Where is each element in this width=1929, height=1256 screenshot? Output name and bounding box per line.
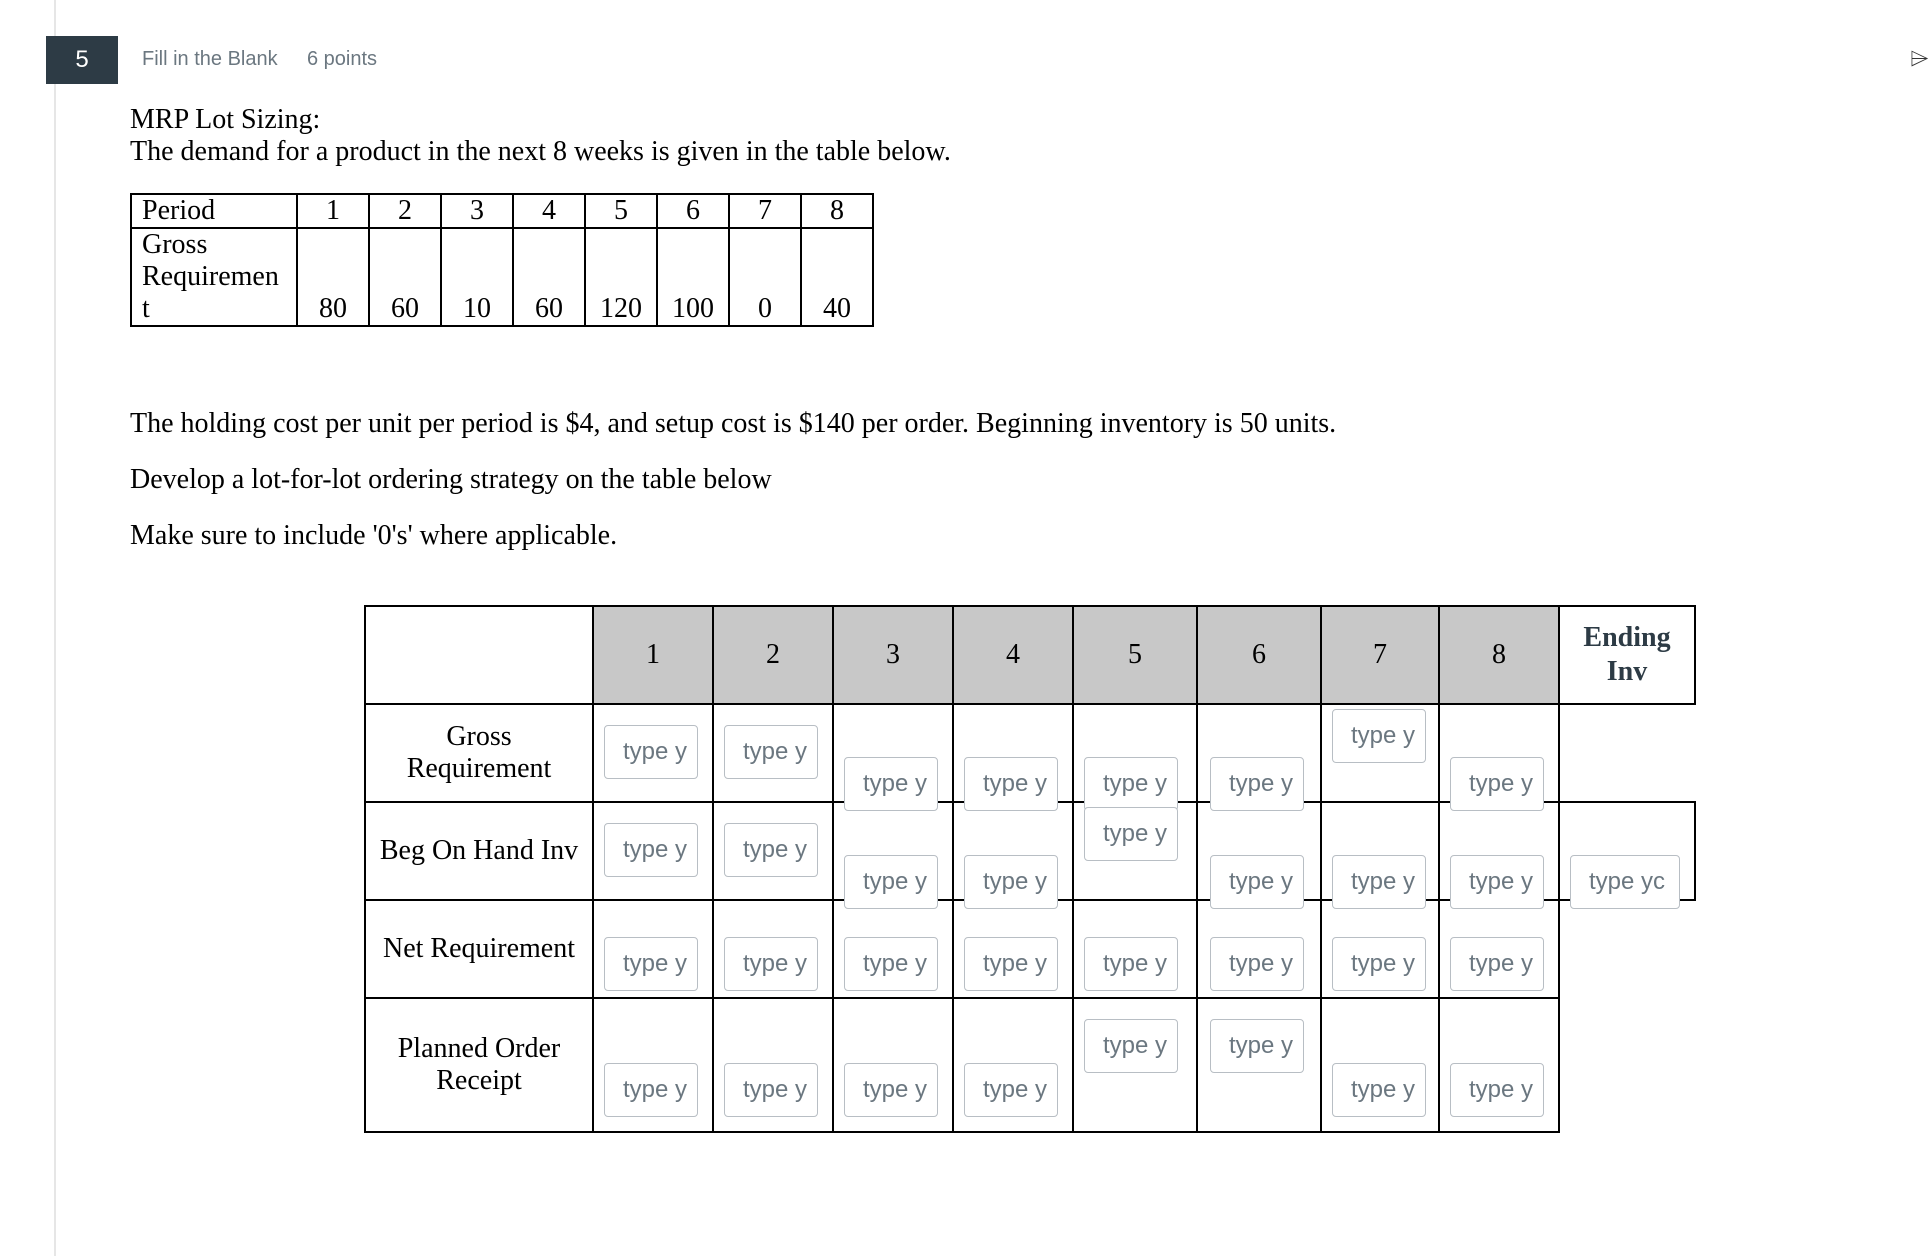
period-label: Period	[131, 194, 297, 228]
period-cell: 4	[513, 194, 585, 228]
answer-input[interactable]: type y	[724, 937, 818, 991]
grid-cell	[1439, 900, 1559, 998]
row-label-line: Net Requirement	[382, 933, 576, 964]
demand-gross-row	[131, 228, 873, 326]
row-label-line: Requirement	[406, 753, 552, 784]
grid-cell	[1321, 998, 1439, 1132]
row-label-line: Receipt	[436, 1065, 522, 1096]
grid-cell	[953, 998, 1073, 1132]
answer-input[interactable]: type y	[1450, 855, 1544, 909]
ending-inv-cell	[1559, 802, 1695, 900]
question-points: 6 points	[307, 48, 378, 70]
grid-period-header: 7	[1321, 606, 1439, 704]
grid-cell	[593, 900, 713, 998]
ending-header-line: Ending	[1583, 622, 1671, 653]
answer-input[interactable]: type y	[604, 1063, 698, 1117]
ending-header-line: Inv	[1606, 656, 1648, 687]
answer-input[interactable]: type y	[844, 1063, 938, 1117]
net-requirement-row	[365, 900, 1695, 998]
answer-input[interactable]: type y	[1084, 807, 1178, 861]
row-label-beg-on-hand	[365, 802, 593, 900]
period-cell: 7	[729, 194, 801, 228]
grid-cell	[713, 900, 833, 998]
planned-order-receipt-row	[365, 998, 1695, 1132]
gross-label-line: Gross	[142, 229, 208, 260]
gross-cell: 40	[801, 228, 873, 326]
answer-input[interactable]: type y	[1332, 855, 1426, 909]
answer-input[interactable]: type y	[844, 757, 938, 811]
empty-ending-cell	[1559, 704, 1695, 802]
answer-input[interactable]: type y	[724, 725, 818, 779]
gross-label-line: t	[142, 293, 150, 324]
answer-input[interactable]: type y	[1332, 1063, 1426, 1117]
grid-cell	[833, 704, 953, 802]
grid-cell	[1073, 704, 1197, 802]
stem-title: MRP Lot Sizing:	[130, 104, 321, 135]
grid-cell	[593, 802, 713, 900]
period-cell: 8	[801, 194, 873, 228]
row-label-line: Beg On Hand Inv	[379, 835, 579, 866]
grid-cell	[593, 704, 713, 802]
question-type: Fill in the Blank	[142, 48, 278, 70]
gross-cell: 60	[513, 228, 585, 326]
answer-input[interactable]: type y	[1084, 937, 1178, 991]
gross-cell: 10	[441, 228, 513, 326]
row-label-line: Planned Order	[397, 1033, 561, 1064]
grid-period-header: 5	[1073, 606, 1197, 704]
grid-cell	[833, 998, 953, 1132]
grid-cell	[833, 900, 953, 998]
grid-period-header: 6	[1197, 606, 1321, 704]
grid-cell	[953, 704, 1073, 802]
grid-cell	[593, 998, 713, 1132]
answer-input[interactable]: type y	[1210, 757, 1304, 811]
answer-input[interactable]: type y	[1210, 855, 1304, 909]
row-label-line: Gross	[446, 721, 512, 752]
answer-input[interactable]: type y	[604, 725, 698, 779]
period-cell: 6	[657, 194, 729, 228]
grid-cell	[1197, 900, 1321, 998]
period-cell: 3	[441, 194, 513, 228]
grid-period-header: 8	[1439, 606, 1559, 704]
stem-intro: The demand for a product in the next 8 weeks is given in the table below.	[130, 136, 951, 167]
empty-ending-cell	[1559, 900, 1695, 998]
answer-input[interactable]: type y	[1210, 937, 1304, 991]
ending-inv-header	[1559, 606, 1695, 704]
answer-input[interactable]: type y	[844, 855, 938, 909]
grid-header-row	[365, 606, 1695, 704]
answer-input[interactable]: type y	[844, 937, 938, 991]
cost-paragraph: The holding cost per unit per period is $4, and setup cost is $140 per order. Beginning inventory is 50 units.	[130, 408, 1337, 439]
grid-cell	[1439, 802, 1559, 900]
answer-input[interactable]: type y	[1450, 757, 1544, 811]
grid-cell	[1321, 900, 1439, 998]
grid-cell	[1197, 802, 1321, 900]
answer-input[interactable]: type y	[964, 757, 1058, 811]
answer-input[interactable]: type y	[1084, 1019, 1178, 1073]
answer-input[interactable]: type y	[1332, 709, 1426, 763]
answer-input[interactable]: type y	[604, 823, 698, 877]
answer-grid	[364, 605, 1696, 1133]
answer-input[interactable]: type y	[724, 823, 818, 877]
grid-cell	[713, 704, 833, 802]
grid-cell	[713, 998, 833, 1132]
question-number: 5	[46, 36, 118, 84]
gross-label-line: Requiremen	[142, 261, 279, 292]
gross-cell: 60	[369, 228, 441, 326]
beg-on-hand-row	[365, 802, 1695, 900]
answer-input[interactable]: type y	[1210, 1019, 1304, 1073]
period-cell: 2	[369, 194, 441, 228]
gross-cell: 80	[297, 228, 369, 326]
gross-requirement-label	[131, 228, 297, 326]
gross-cell: 0	[729, 228, 801, 326]
demand-period-row	[131, 194, 873, 228]
answer-input[interactable]: type y	[1450, 1063, 1544, 1117]
demand-table	[130, 193, 874, 327]
answer-input[interactable]: type y	[724, 1063, 818, 1117]
row-label-planned-order-receipt	[365, 998, 593, 1132]
grid-period-header: 1	[593, 606, 713, 704]
grid-cell	[953, 802, 1073, 900]
grid-corner-cell	[365, 606, 593, 704]
answer-input[interactable]: type y	[1332, 937, 1426, 991]
grid-period-header: 3	[833, 606, 953, 704]
zeros-paragraph: Make sure to include '0's' where applicable.	[130, 520, 618, 551]
period-cell: 5	[585, 194, 657, 228]
row-label-gross	[365, 704, 593, 802]
grid-period-header: 2	[713, 606, 833, 704]
grid-cell	[1439, 704, 1559, 802]
answer-input[interactable]: type y	[964, 855, 1058, 909]
grid-cell	[1073, 998, 1197, 1132]
grid-cell	[1073, 802, 1197, 900]
grid-cell	[713, 802, 833, 900]
row-label-net-requirement	[365, 900, 593, 998]
period-cell: 1	[297, 194, 369, 228]
answer-input[interactable]: type y	[1084, 757, 1178, 811]
grid-cell	[1321, 704, 1439, 802]
grid-cell	[1439, 998, 1559, 1132]
grid-cell	[1197, 704, 1321, 802]
ending-inv-input[interactable]: type yc	[1570, 855, 1680, 909]
gross-cell: 100	[657, 228, 729, 326]
answer-input[interactable]: type y	[964, 1063, 1058, 1117]
grid-period-header: 4	[953, 606, 1073, 704]
left-divider	[54, 0, 56, 1256]
grid-cell	[953, 900, 1073, 998]
question-stem	[130, 104, 951, 168]
grid-cell	[1197, 998, 1321, 1132]
empty-ending-cell	[1559, 998, 1695, 1132]
pin-icon[interactable]: ⌲	[1910, 44, 1929, 72]
gross-requirement-row	[365, 704, 1695, 802]
answer-input[interactable]: type y	[1450, 937, 1544, 991]
grid-cell	[1073, 900, 1197, 998]
gross-cell: 120	[585, 228, 657, 326]
task-paragraph: Develop a lot-for-lot ordering strategy on the table below	[130, 464, 772, 495]
grid-cell	[833, 802, 953, 900]
answer-input[interactable]: type y	[964, 937, 1058, 991]
answer-input[interactable]: type y	[604, 937, 698, 991]
grid-cell	[1321, 802, 1439, 900]
